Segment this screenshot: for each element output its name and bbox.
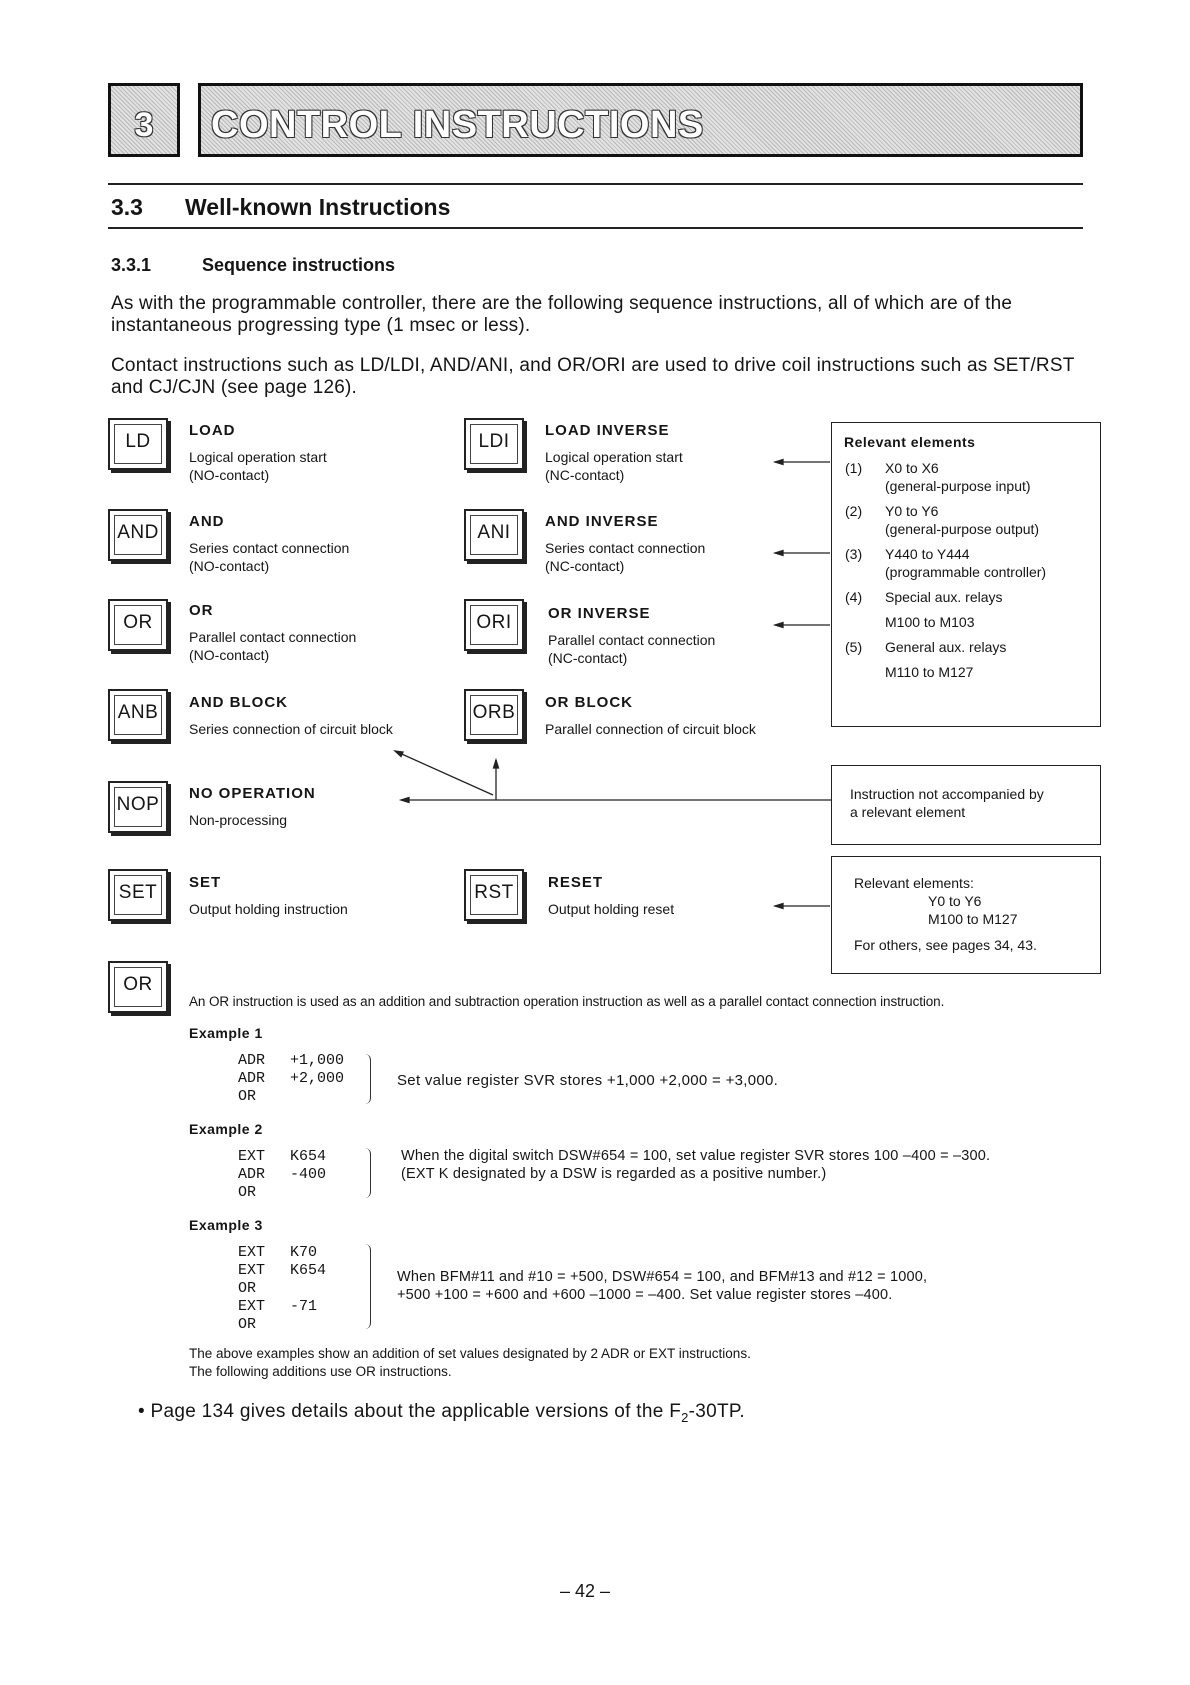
and-name: AND bbox=[189, 513, 225, 530]
ori-contact: (NC-contact) bbox=[548, 650, 628, 666]
ldi-desc: Logical operation start bbox=[545, 449, 683, 465]
code-op: EXT bbox=[238, 1148, 266, 1165]
bullet-subscript: 2 bbox=[681, 1409, 689, 1425]
closing-note-2: The following additions use OR instructions. bbox=[189, 1364, 452, 1379]
code-arg: K654 bbox=[290, 1262, 327, 1279]
example-3-line1: When BFM#11 and #10 = +500, DSW#654 = 100, and BFM#13 and #12 = 1000, bbox=[397, 1269, 928, 1285]
anb-box bbox=[108, 689, 168, 741]
relevant-item-num: (2) bbox=[845, 503, 863, 519]
rst-desc: Output holding reset bbox=[548, 901, 675, 917]
section-number: 3.3 bbox=[111, 194, 143, 220]
and-contact: (NO-contact) bbox=[189, 558, 270, 574]
or-code: OR bbox=[123, 612, 153, 633]
ldi-contact: (NC-contact) bbox=[545, 467, 625, 483]
set-rst-elements-box bbox=[831, 856, 1101, 974]
example-2-line1: When the digital switch DSW#654 = 100, set value register SVR stores 100 –400 = –300. bbox=[401, 1148, 991, 1164]
chapter-number: 3 bbox=[134, 106, 154, 144]
subsection-title: Sequence instructions bbox=[202, 255, 396, 275]
example-1-text: Set value register SVR stores +1,000 +2,000 = +3,000. bbox=[397, 1072, 779, 1089]
ld-contact: (NO-contact) bbox=[189, 467, 270, 483]
example-3-brace bbox=[365, 1244, 371, 1329]
ld-code: LD bbox=[125, 431, 151, 452]
orb-box bbox=[464, 689, 524, 741]
chapter-title: CONTROL INSTRUCTIONS bbox=[211, 104, 704, 146]
relevant-item-line1: Y440 to Y444 bbox=[885, 546, 970, 562]
code-arg: K70 bbox=[290, 1244, 318, 1261]
ldi-name: LOAD INVERSE bbox=[545, 422, 670, 439]
closing-notes bbox=[189, 1345, 751, 1381]
ori-code: ORI bbox=[476, 612, 512, 633]
no-element-line2: a relevant element bbox=[850, 804, 966, 820]
code-op: OR bbox=[238, 1184, 257, 1201]
rst-name: RESET bbox=[548, 874, 604, 891]
closing-note-1: The above examples show an addition of set values designated by 2 ADR or EXT instructions. bbox=[189, 1346, 751, 1361]
and-box bbox=[108, 509, 168, 561]
example-3-line2: +500 +100 = +600 and +600 –1000 = –400. Set value register stores –400. bbox=[397, 1287, 893, 1303]
ldi-box bbox=[464, 418, 524, 470]
ori-desc: Parallel contact connection bbox=[548, 632, 716, 648]
relevant-item-line2: M100 to M103 bbox=[885, 614, 975, 630]
ori-box bbox=[464, 599, 524, 651]
code-op: OR bbox=[238, 1316, 257, 1333]
code-op: ADR bbox=[238, 1166, 266, 1183]
relevant-item-line2: (general-purpose input) bbox=[885, 478, 1031, 494]
no-element-line1: Instruction not accompanied by bbox=[850, 786, 1044, 802]
example-3-code bbox=[238, 1244, 326, 1334]
example-3-title: Example 3 bbox=[189, 1217, 263, 1233]
and-code: AND bbox=[117, 522, 159, 543]
example-2-title: Example 2 bbox=[189, 1121, 263, 1137]
anb-name: AND BLOCK bbox=[189, 694, 288, 711]
ani-contact: (NC-contact) bbox=[545, 558, 625, 574]
relevant-item-line1: Y0 to Y6 bbox=[885, 503, 939, 519]
or-desc: Parallel contact connection bbox=[189, 629, 357, 645]
or-note: An OR instruction is used as an addition and subtraction operation instruction as well as a parallel contact connection instruction. bbox=[189, 994, 945, 1009]
ld-desc: Logical operation start bbox=[189, 449, 327, 465]
or-name: OR bbox=[189, 602, 214, 619]
subsection-number: 3.3.1 bbox=[111, 255, 152, 275]
example-1-title: Example 1 bbox=[189, 1025, 263, 1041]
anb-desc: Series connection of circuit block bbox=[189, 721, 393, 737]
nop-desc: Non-processing bbox=[189, 812, 288, 828]
code-op: EXT bbox=[238, 1262, 266, 1279]
nop-name: NO OPERATION bbox=[189, 785, 316, 802]
orb-name: OR BLOCK bbox=[545, 694, 633, 711]
or-contact: (NO-contact) bbox=[189, 647, 270, 663]
anb-code: ANB bbox=[117, 702, 159, 723]
example-1-code bbox=[238, 1052, 344, 1106]
relevant-item-line2: (general-purpose output) bbox=[885, 521, 1040, 537]
section-title: Well-known Instructions bbox=[185, 194, 451, 220]
set-desc: Output holding instruction bbox=[189, 901, 348, 917]
bullet-suffix: -30TP. bbox=[688, 1401, 746, 1422]
code-arg: +2,000 bbox=[290, 1070, 345, 1087]
example-2-code bbox=[238, 1148, 326, 1202]
code-op: EXT bbox=[238, 1298, 266, 1315]
set-rst-line1: Y0 to Y6 bbox=[928, 893, 982, 909]
code-arg: +1,000 bbox=[290, 1052, 345, 1069]
example-2-brace bbox=[365, 1148, 371, 1198]
code-arg: -400 bbox=[290, 1166, 327, 1183]
code-op: EXT bbox=[238, 1244, 266, 1261]
orb-desc: Parallel connection of circuit block bbox=[545, 721, 756, 737]
nop-box bbox=[108, 781, 168, 833]
relevant-item-num: (1) bbox=[845, 460, 863, 476]
relevant-item-num: (5) bbox=[845, 639, 863, 655]
relevant-item-num: (3) bbox=[845, 546, 863, 562]
set-rst-title: Relevant elements: bbox=[854, 875, 974, 891]
rst-code: RST bbox=[474, 882, 514, 903]
example-2-text bbox=[401, 1147, 990, 1183]
or-example-box bbox=[108, 961, 168, 1013]
relevant-elements-title: Relevant elements bbox=[844, 434, 976, 450]
nop-code: NOP bbox=[116, 794, 160, 815]
relevant-item-line1: Special aux. relays bbox=[885, 589, 1003, 605]
example-1-brace bbox=[365, 1054, 371, 1104]
relevant-item-line1: X0 to X6 bbox=[885, 460, 939, 476]
ani-name: AND INVERSE bbox=[545, 513, 659, 530]
version-bullet bbox=[138, 1401, 745, 1425]
orb-code: ORB bbox=[472, 702, 516, 723]
contact-paragraph: Contact instructions such as LD/LDI, AND/ANI, and OR/ORI are used to drive coil instructions such as SET/RST and CJ/CJN (see page 126). bbox=[111, 355, 1075, 398]
set-rst-line2: M100 to M127 bbox=[928, 911, 1018, 927]
ani-code: ANI bbox=[477, 522, 511, 543]
bullet-prefix: • Page 134 gives details about the applicable versions of the F bbox=[138, 1401, 682, 1422]
ld-box bbox=[108, 418, 168, 470]
code-arg: K654 bbox=[290, 1148, 327, 1165]
relevant-item-line2: M110 to M127 bbox=[885, 664, 974, 680]
no-element-box bbox=[831, 765, 1101, 845]
set-box bbox=[108, 869, 168, 921]
and-desc: Series contact connection bbox=[189, 540, 350, 556]
set-name: SET bbox=[189, 874, 222, 891]
code-op: OR bbox=[238, 1088, 257, 1105]
ani-box bbox=[464, 509, 524, 561]
ldi-code: LDI bbox=[478, 431, 510, 452]
example-3-text bbox=[397, 1268, 927, 1304]
code-op: ADR bbox=[238, 1052, 266, 1069]
example-2-line2: (EXT K designated by a DSW is regarded as a positive number.) bbox=[401, 1166, 827, 1182]
page-number: – 42 – bbox=[560, 1581, 611, 1601]
rst-box bbox=[464, 869, 524, 921]
relevant-elements-box bbox=[831, 422, 1101, 727]
set-rst-footer: For others, see pages 34, 43. bbox=[854, 937, 1037, 953]
code-op: ADR bbox=[238, 1070, 266, 1087]
relevant-item-num: (4) bbox=[845, 589, 863, 605]
set-code: SET bbox=[118, 882, 158, 903]
code-op: OR bbox=[238, 1280, 257, 1297]
relevant-item-line2: (programmable controller) bbox=[885, 564, 1047, 580]
relevant-item-line1: General aux. relays bbox=[885, 639, 1007, 655]
code-arg: -71 bbox=[290, 1298, 318, 1315]
or-example-code: OR bbox=[123, 974, 153, 995]
ani-desc: Series contact connection bbox=[545, 540, 706, 556]
ori-name: OR INVERSE bbox=[548, 605, 651, 622]
ld-name: LOAD bbox=[189, 422, 236, 439]
intro-paragraph: As with the programmable controller, there are the following sequence instructions, all of which are of the instantaneous progressing type (1 msec or less). bbox=[111, 293, 1013, 336]
or-box bbox=[108, 599, 168, 651]
